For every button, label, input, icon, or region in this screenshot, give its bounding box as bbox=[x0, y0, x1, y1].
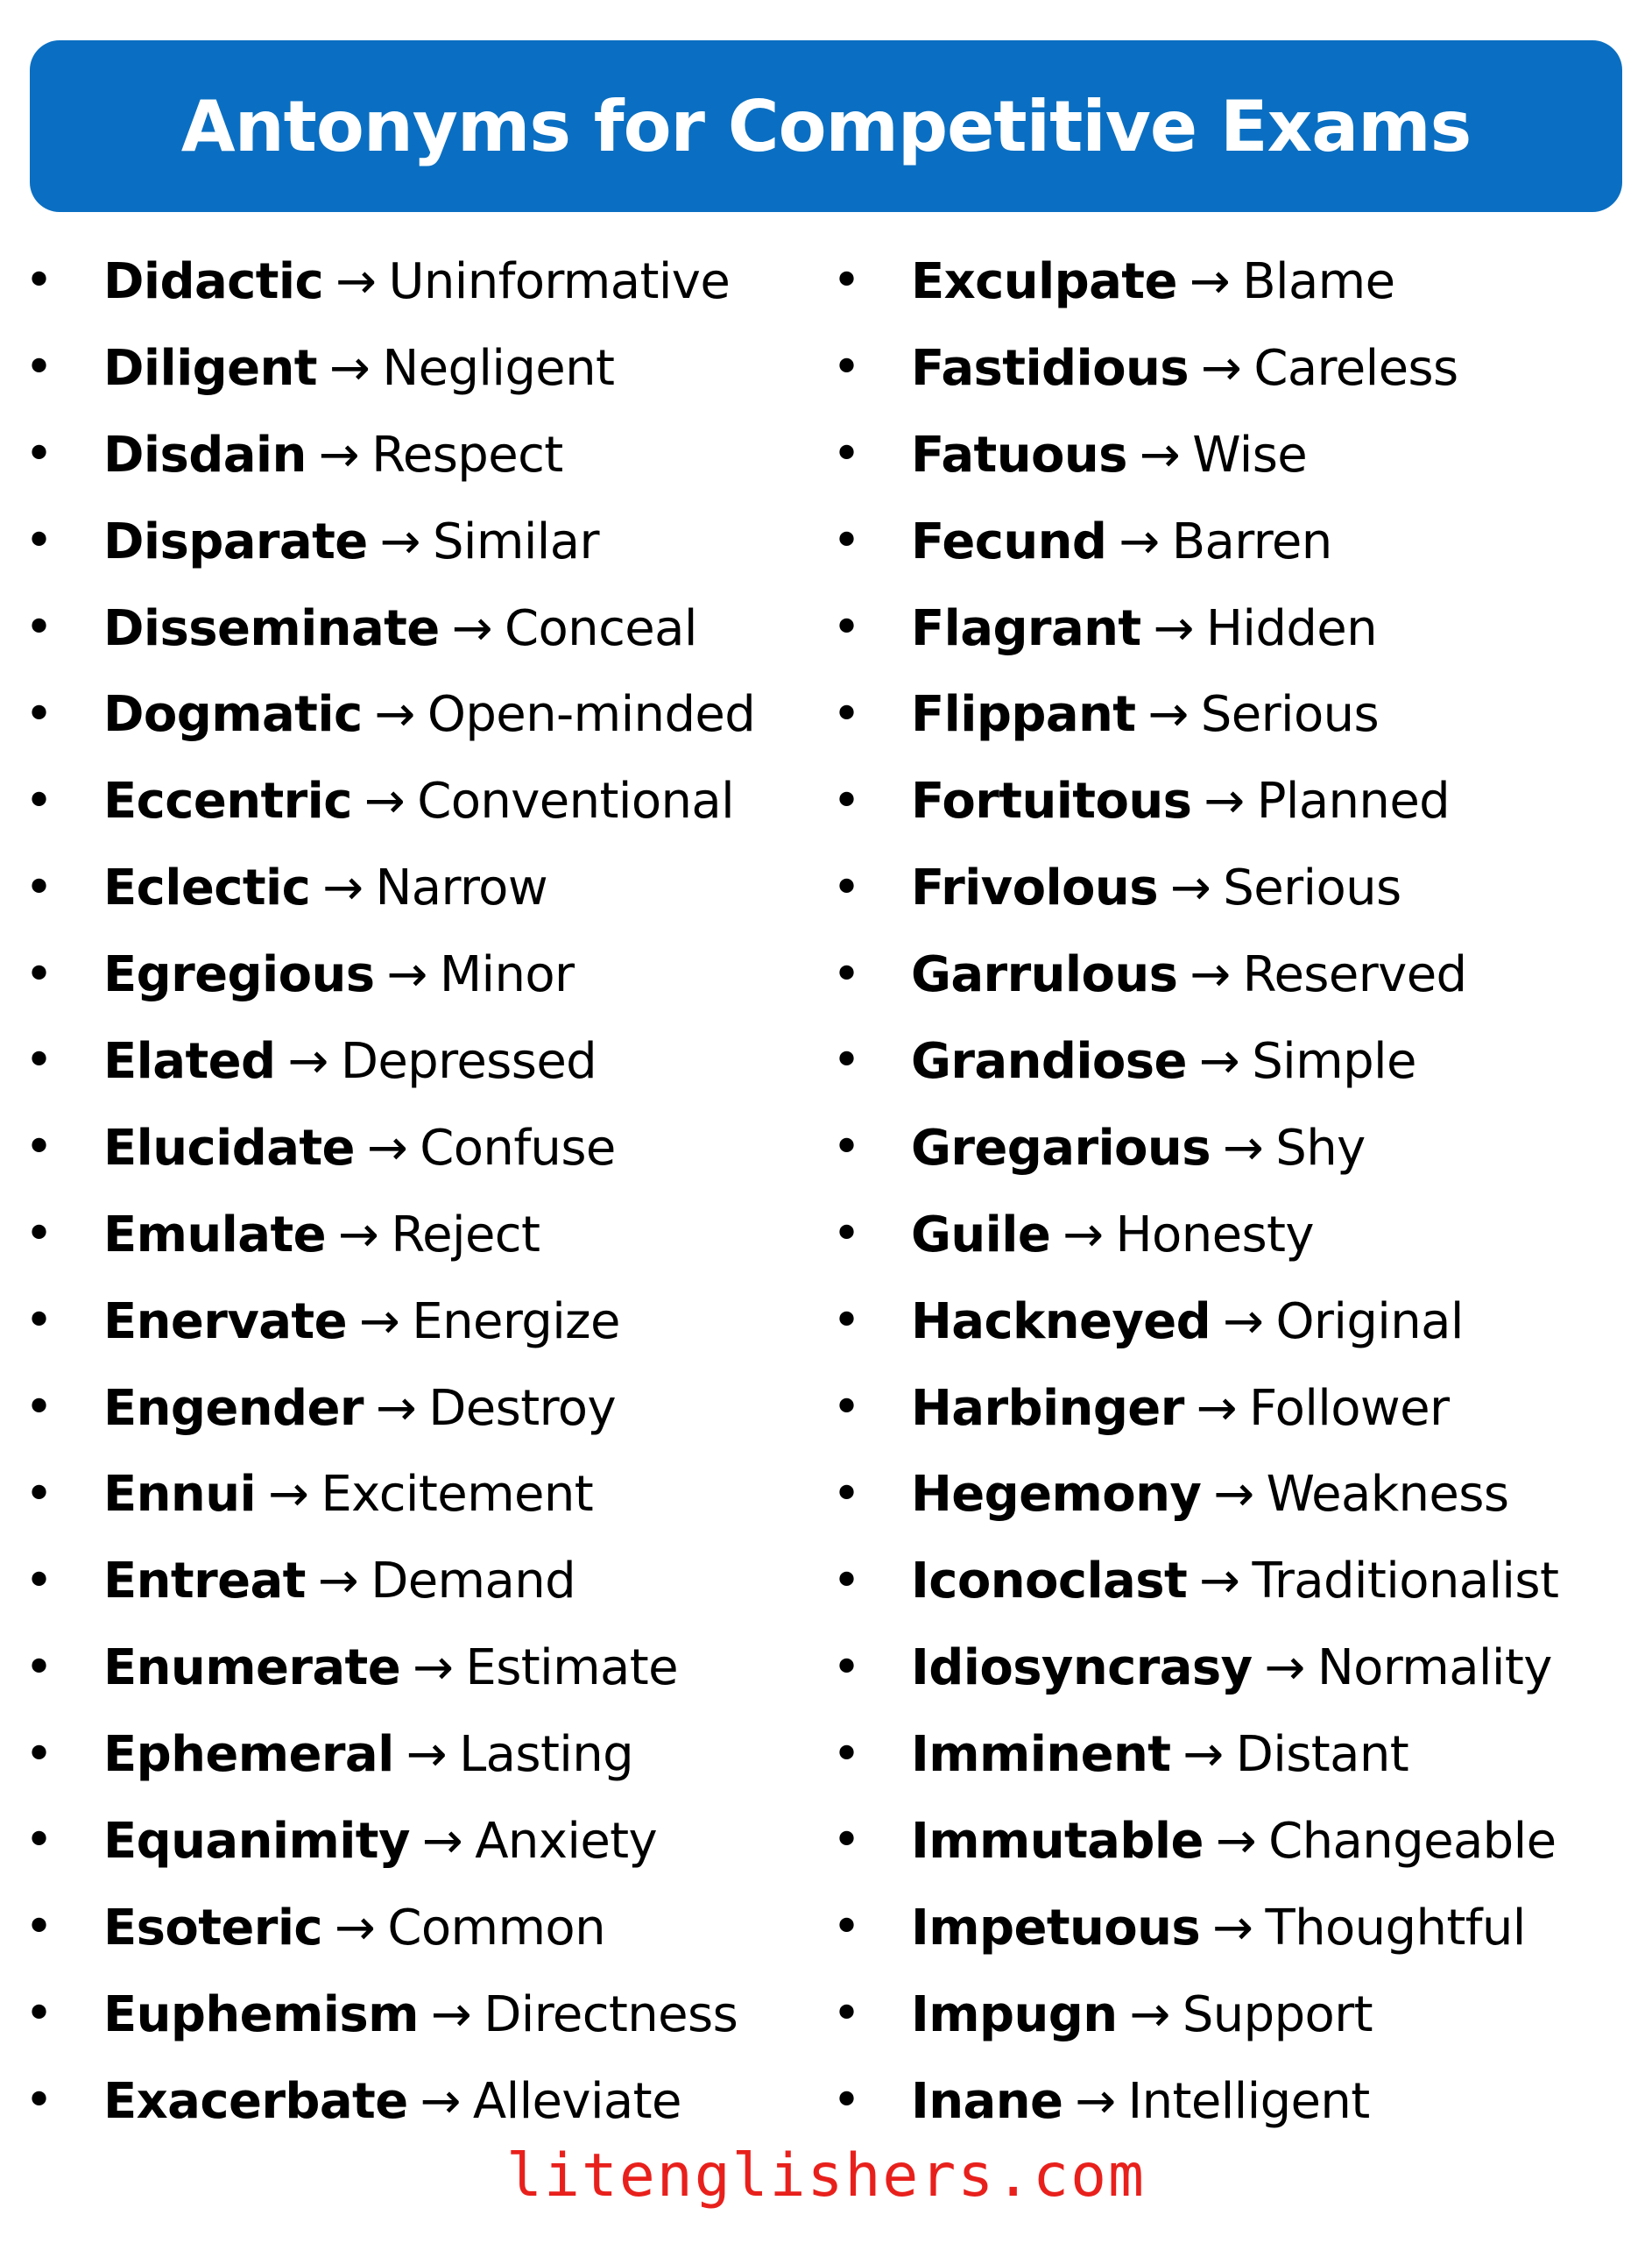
word-term: Disparate bbox=[103, 513, 368, 570]
antonym-term: Wise bbox=[1192, 426, 1308, 484]
bullet-icon: • bbox=[25, 1119, 53, 1177]
antonym-term: Serious bbox=[1223, 860, 1401, 917]
antonym-term: Blame bbox=[1242, 252, 1395, 310]
bullet-icon: • bbox=[25, 1985, 53, 2043]
arrow-icon: → bbox=[1222, 1119, 1264, 1177]
list-item bbox=[25, 758, 830, 845]
bullet-icon: • bbox=[25, 1552, 53, 1610]
bullet-icon: • bbox=[832, 1206, 861, 1263]
arrow-icon: → bbox=[1201, 339, 1242, 397]
list-item bbox=[25, 1798, 830, 1885]
word-term: Fecund bbox=[911, 513, 1107, 570]
list-item bbox=[832, 1365, 1638, 1452]
arrow-icon: → bbox=[1190, 946, 1231, 1004]
list-item bbox=[25, 1624, 830, 1711]
list-item bbox=[25, 585, 830, 672]
list-item bbox=[25, 1971, 830, 2058]
arrow-icon: → bbox=[1198, 1032, 1240, 1090]
list-item bbox=[832, 1278, 1638, 1365]
word-term: Fastidious bbox=[911, 339, 1190, 397]
word-term: Disseminate bbox=[103, 599, 440, 657]
bullet-icon: • bbox=[25, 339, 53, 397]
bullet-icon: • bbox=[25, 1032, 53, 1090]
bullet-icon: • bbox=[832, 1119, 861, 1177]
antonym-term: Original bbox=[1275, 1292, 1464, 1350]
website-footer: litenglishers.com bbox=[506, 2141, 1146, 2211]
word-term: Equanimity bbox=[103, 1812, 410, 1870]
list-item bbox=[832, 325, 1638, 412]
antonym-term: Serious bbox=[1200, 686, 1380, 744]
antonym-term: Conventional bbox=[417, 773, 735, 831]
list-item bbox=[832, 585, 1638, 672]
antonym-term: Narrow bbox=[375, 860, 548, 917]
antonym-term: Confuse bbox=[420, 1119, 616, 1177]
antonym-term: Conceal bbox=[505, 599, 697, 657]
arrow-icon: → bbox=[287, 1032, 328, 1090]
bullet-icon: • bbox=[832, 599, 861, 656]
antonym-term: Hidden bbox=[1205, 599, 1378, 657]
bullet-icon: • bbox=[832, 1465, 861, 1523]
arrow-icon: → bbox=[374, 686, 415, 744]
arrow-icon: → bbox=[1264, 1639, 1305, 1697]
arrow-icon: → bbox=[1189, 252, 1231, 310]
bullet-icon: • bbox=[25, 772, 53, 830]
bullet-icon: • bbox=[832, 1638, 861, 1696]
arrow-icon: → bbox=[358, 1292, 400, 1350]
page-title: Antonyms for Competitive Exams bbox=[180, 85, 1472, 167]
bullet-icon: • bbox=[832, 513, 861, 570]
arrow-icon: → bbox=[1183, 1726, 1224, 1784]
list-item bbox=[832, 412, 1638, 499]
list-item bbox=[25, 931, 830, 1018]
word-term: Immutable bbox=[911, 1812, 1204, 1870]
antonym-term: Open-minded bbox=[427, 686, 756, 744]
word-term: Hackneyed bbox=[911, 1292, 1211, 1350]
arrow-icon: → bbox=[406, 1726, 448, 1784]
list-item bbox=[832, 671, 1638, 758]
list-item bbox=[25, 1018, 830, 1105]
word-term: Impetuous bbox=[911, 1899, 1201, 1956]
word-term: Frivolous bbox=[911, 860, 1158, 917]
bullet-icon: • bbox=[25, 1465, 53, 1523]
bullet-icon: • bbox=[832, 859, 861, 916]
list-item bbox=[832, 1798, 1638, 1885]
list-item bbox=[832, 758, 1638, 845]
list-item bbox=[25, 238, 830, 325]
antonym-term: Support bbox=[1182, 1985, 1373, 2043]
bullet-icon: • bbox=[832, 1985, 861, 2043]
antonym-term: Normality bbox=[1317, 1639, 1552, 1697]
antonym-term: Respect bbox=[371, 426, 563, 484]
word-term: Impugn bbox=[911, 1985, 1118, 2043]
antonym-term: Alleviate bbox=[472, 2072, 681, 2130]
antonym-term: Uninformative bbox=[388, 252, 731, 310]
list-item bbox=[25, 1365, 830, 1452]
list-item bbox=[832, 1192, 1638, 1278]
arrow-icon: → bbox=[317, 1553, 359, 1610]
word-term: Entreat bbox=[103, 1553, 306, 1610]
antonym-term: Follower bbox=[1249, 1379, 1450, 1437]
list-item bbox=[25, 499, 830, 585]
bullet-icon: • bbox=[25, 1899, 53, 1956]
list-item bbox=[832, 499, 1638, 585]
bullet-icon: • bbox=[832, 1899, 861, 1956]
bullet-icon: • bbox=[832, 1032, 861, 1090]
antonym-term: Reject bbox=[391, 1206, 540, 1263]
title-banner bbox=[30, 40, 1622, 212]
antonym-term: Simple bbox=[1252, 1032, 1416, 1090]
word-term: Inane bbox=[911, 2072, 1063, 2130]
antonym-term: Similar bbox=[432, 513, 599, 570]
arrow-icon: → bbox=[1199, 1553, 1240, 1610]
word-term: Egregious bbox=[103, 946, 375, 1004]
antonym-term: Excitement bbox=[321, 1466, 594, 1524]
list-item bbox=[25, 1192, 830, 1278]
antonym-term: Lasting bbox=[459, 1726, 634, 1784]
list-item bbox=[25, 2058, 830, 2145]
antonym-term: Destroy bbox=[428, 1379, 616, 1437]
list-item bbox=[832, 845, 1638, 931]
arrow-icon: → bbox=[1153, 599, 1194, 657]
bullet-icon: • bbox=[25, 2072, 53, 2130]
arrow-icon: → bbox=[1212, 1899, 1253, 1956]
list-item bbox=[25, 1278, 830, 1365]
bullet-icon: • bbox=[25, 685, 53, 743]
bullet-icon: • bbox=[832, 1292, 861, 1350]
arrow-icon: → bbox=[1204, 773, 1245, 831]
arrow-icon: → bbox=[1063, 1206, 1104, 1263]
antonym-term: Directness bbox=[484, 1985, 738, 2043]
word-term: Gregarious bbox=[911, 1119, 1211, 1177]
list-item bbox=[832, 238, 1638, 325]
list-item bbox=[25, 1451, 830, 1538]
arrow-icon: → bbox=[1139, 426, 1181, 484]
antonym-term: Shy bbox=[1275, 1119, 1366, 1177]
antonym-term: Barren bbox=[1171, 513, 1332, 570]
list-item bbox=[25, 412, 830, 499]
arrow-icon: → bbox=[1215, 1812, 1257, 1870]
antonym-term: Thoughtful bbox=[1265, 1899, 1526, 1956]
arrow-icon: → bbox=[1129, 1985, 1170, 2043]
antonym-term: Traditionalist bbox=[1252, 1553, 1559, 1610]
list-item bbox=[832, 931, 1638, 1018]
antonym-term: Weakness bbox=[1266, 1466, 1509, 1524]
arrow-icon: → bbox=[364, 773, 406, 831]
bullet-icon: • bbox=[25, 1292, 53, 1350]
arrow-icon: → bbox=[421, 1812, 463, 1870]
word-term: Emulate bbox=[103, 1206, 327, 1263]
antonym-term: Negligent bbox=[382, 339, 615, 397]
arrow-icon: → bbox=[413, 1639, 454, 1697]
list-item bbox=[832, 1885, 1638, 1971]
bullet-icon: • bbox=[25, 426, 53, 484]
arrow-icon: → bbox=[451, 599, 493, 657]
list-item bbox=[832, 1971, 1638, 2058]
word-term: Euphemism bbox=[103, 1985, 419, 2043]
antonym-list-right bbox=[832, 238, 1638, 2145]
word-term: Guile bbox=[911, 1206, 1051, 1263]
word-term: Enumerate bbox=[103, 1639, 401, 1697]
word-term: Imminent bbox=[911, 1726, 1171, 1784]
word-term: Elucidate bbox=[103, 1119, 355, 1177]
list-item bbox=[832, 1105, 1638, 1192]
antonym-term: Planned bbox=[1256, 773, 1451, 831]
list-item bbox=[25, 845, 830, 931]
bullet-icon: • bbox=[25, 1725, 53, 1783]
list-item bbox=[25, 1538, 830, 1624]
antonym-term: Intelligent bbox=[1127, 2072, 1370, 2130]
arrow-icon: → bbox=[322, 860, 364, 917]
antonym-term: Estimate bbox=[465, 1639, 678, 1697]
antonym-term: Reserved bbox=[1242, 946, 1467, 1004]
antonym-term: Changeable bbox=[1268, 1812, 1557, 1870]
arrow-icon: → bbox=[379, 513, 420, 570]
list-item bbox=[832, 1624, 1638, 1711]
antonym-term: Distant bbox=[1235, 1726, 1409, 1784]
bullet-icon: • bbox=[25, 945, 53, 1003]
arrow-icon: → bbox=[1169, 860, 1211, 917]
arrow-icon: → bbox=[1223, 1292, 1264, 1350]
word-term: Disdain bbox=[103, 426, 307, 484]
word-term: Harbinger bbox=[911, 1379, 1184, 1437]
bullet-icon: • bbox=[832, 2072, 861, 2130]
bullet-icon: • bbox=[832, 1379, 861, 1437]
arrow-icon: → bbox=[1147, 686, 1189, 744]
list-item bbox=[832, 2058, 1638, 2145]
arrow-icon: → bbox=[335, 1899, 376, 1956]
arrow-icon: → bbox=[268, 1466, 309, 1524]
arrow-icon: → bbox=[318, 426, 360, 484]
list-item bbox=[25, 1711, 830, 1798]
word-term: Dogmatic bbox=[103, 686, 363, 744]
word-term: Esoteric bbox=[103, 1899, 323, 1956]
word-term: Idiosyncrasy bbox=[911, 1639, 1253, 1697]
antonym-term: Anxiety bbox=[475, 1812, 658, 1870]
bullet-icon: • bbox=[25, 599, 53, 656]
bullet-icon: • bbox=[25, 1638, 53, 1696]
word-term: Flagrant bbox=[911, 599, 1141, 657]
antonym-term: Minor bbox=[439, 946, 575, 1004]
antonym-term: Demand bbox=[371, 1553, 576, 1610]
word-term: Engender bbox=[103, 1379, 364, 1437]
word-term: Garrulous bbox=[911, 946, 1178, 1004]
bullet-icon: • bbox=[25, 1812, 53, 1870]
word-term: Iconoclast bbox=[911, 1553, 1188, 1610]
list-item bbox=[25, 1105, 830, 1192]
bullet-icon: • bbox=[832, 1812, 861, 1870]
list-item bbox=[832, 1018, 1638, 1105]
list-item bbox=[832, 1538, 1638, 1624]
arrow-icon: → bbox=[1075, 2072, 1116, 2130]
bullet-icon: • bbox=[832, 252, 861, 310]
list-item bbox=[832, 1451, 1638, 1538]
list-item bbox=[25, 671, 830, 758]
word-term: Flippant bbox=[911, 686, 1136, 744]
antonym-term: Common bbox=[387, 1899, 605, 1956]
bullet-icon: • bbox=[25, 252, 53, 310]
antonym-term: Depressed bbox=[340, 1032, 597, 1090]
word-term: Hegemony bbox=[911, 1466, 1202, 1524]
arrow-icon: → bbox=[1196, 1379, 1238, 1437]
word-term: Exacerbate bbox=[103, 2072, 408, 2130]
bullet-icon: • bbox=[25, 1206, 53, 1263]
arrow-icon: → bbox=[430, 1985, 472, 2043]
list-item bbox=[25, 325, 830, 412]
word-term: Exculpate bbox=[911, 252, 1177, 310]
bullet-icon: • bbox=[832, 945, 861, 1003]
bullet-icon: • bbox=[832, 1552, 861, 1610]
arrow-icon: → bbox=[375, 1379, 417, 1437]
arrow-icon: → bbox=[420, 2072, 461, 2130]
bullet-icon: • bbox=[832, 426, 861, 484]
bullet-icon: • bbox=[25, 1379, 53, 1437]
word-term: Fortuitous bbox=[911, 773, 1192, 831]
bullet-icon: • bbox=[25, 513, 53, 570]
word-term: Ephemeral bbox=[103, 1726, 394, 1784]
word-term: Ennui bbox=[103, 1466, 257, 1524]
arrow-icon: → bbox=[338, 1206, 379, 1263]
list-item bbox=[832, 1711, 1638, 1798]
word-term: Fatuous bbox=[911, 426, 1127, 484]
antonym-term: Careless bbox=[1253, 339, 1458, 397]
word-term: Diligent bbox=[103, 339, 317, 397]
word-term: Didactic bbox=[103, 252, 324, 310]
bullet-icon: • bbox=[832, 685, 861, 743]
bullet-icon: • bbox=[832, 339, 861, 397]
arrow-icon: → bbox=[1119, 513, 1160, 570]
arrow-icon: → bbox=[335, 252, 377, 310]
word-term: Grandiose bbox=[911, 1032, 1187, 1090]
word-term: Eccentric bbox=[103, 773, 352, 831]
antonym-list-left bbox=[25, 238, 830, 2145]
word-term: Enervate bbox=[103, 1292, 347, 1350]
bullet-icon: • bbox=[832, 1725, 861, 1783]
arrow-icon: → bbox=[328, 339, 371, 397]
antonym-term: Energize bbox=[412, 1292, 620, 1350]
bullet-icon: • bbox=[25, 859, 53, 916]
word-term: Eclectic bbox=[103, 860, 311, 917]
list-item bbox=[25, 1885, 830, 1971]
bullet-icon: • bbox=[832, 772, 861, 830]
arrow-icon: → bbox=[1213, 1466, 1254, 1524]
arrow-icon: → bbox=[366, 1119, 408, 1177]
arrow-icon: → bbox=[386, 946, 427, 1004]
antonym-term: Honesty bbox=[1115, 1206, 1314, 1263]
word-term: Elated bbox=[103, 1032, 276, 1090]
